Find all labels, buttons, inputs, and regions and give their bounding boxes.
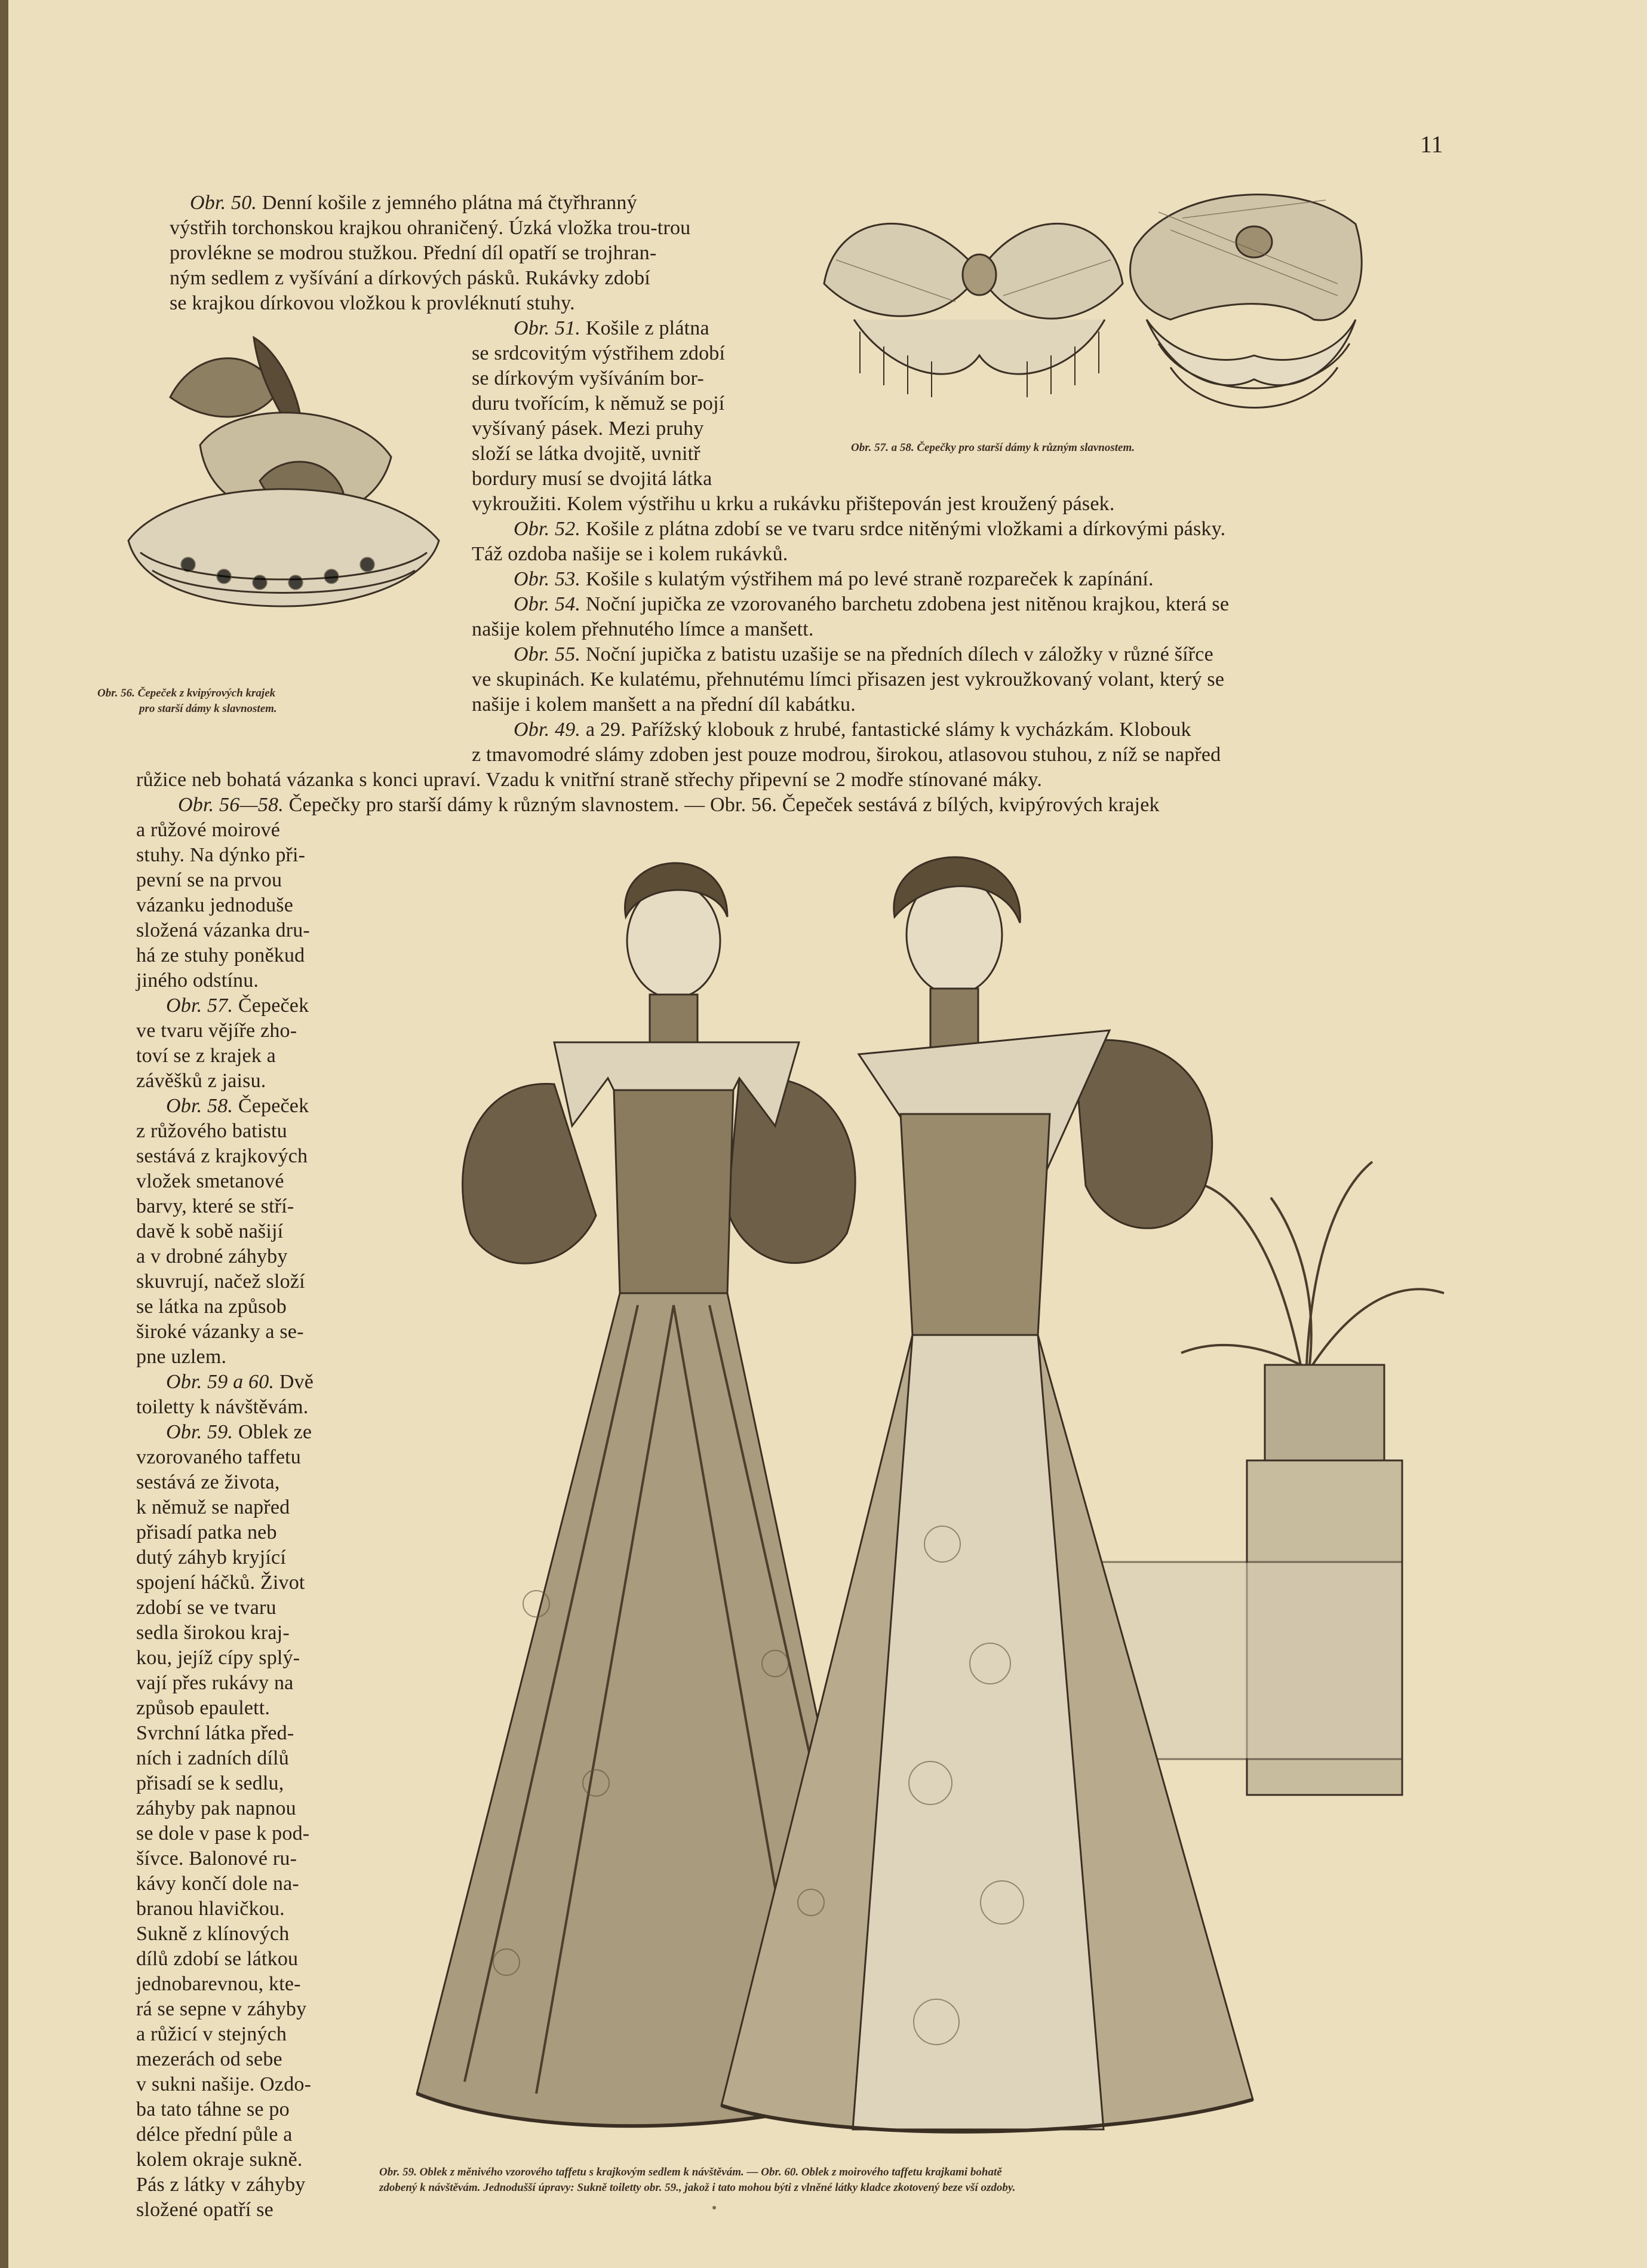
text-line: a v drobné záhyby bbox=[136, 1245, 288, 1267]
text-line: se látka na způsob bbox=[136, 1296, 287, 1318]
caption-fig-56-line1: Obr. 56. Čepeček z kvipýrových krajek bbox=[97, 687, 276, 699]
text-line: Obr. 50. Denní košile z jemného plátna má čtyřhranný bbox=[190, 192, 637, 214]
text-line: z růžového batistu bbox=[136, 1120, 287, 1142]
text-line: mezerách od sebe bbox=[136, 2048, 282, 2070]
text-line: toiletty k návštěvám. bbox=[136, 1396, 309, 1418]
text-line: sestává ze života, bbox=[136, 1471, 280, 1493]
text-line: z tmavomodré slámy zdoben jest pouze modrou, širokou, atlasovou stuhou, z níž se napřed bbox=[472, 744, 1221, 766]
text-line: široké vázanky a se- bbox=[136, 1321, 304, 1343]
text-line: ních i zadních dílů bbox=[136, 1747, 289, 1769]
text-line: stuhy. Na dýnko při- bbox=[136, 844, 306, 866]
text-line: Obr. 59 a 60. Dvě bbox=[166, 1371, 314, 1393]
text-line: kávy končí dole na- bbox=[136, 1873, 299, 1895]
text-line: Obr. 58. Čepeček bbox=[166, 1095, 309, 1117]
caption-fig-56-line2: pro starší dámy k slavnostem. bbox=[139, 702, 277, 715]
text-line: vyšívaný pásek. Mezi pruhy bbox=[472, 418, 704, 440]
text-line: se dole v pase k pod- bbox=[136, 1822, 310, 1845]
text-line: vzorovaného taffetu bbox=[136, 1446, 301, 1468]
text-line: se krajkou dírkovou vložkou k provléknutí stuhy. bbox=[170, 292, 575, 314]
text-line: výstřih torchonskou krajkou ohraničený. Úzká vložka trou-trou bbox=[170, 217, 691, 239]
text-line: Pás z látky v záhyby bbox=[136, 2174, 306, 2196]
text-line: Obr. 56—58. Čepečky pro starší dámy k různým slavnostem. — Obr. 56. Čepeček sestává z bílých, kvipýrových krajek bbox=[178, 794, 1160, 816]
text-line: a růžové moirové bbox=[136, 819, 281, 841]
text-line: kolem okraje sukně. bbox=[136, 2149, 303, 2171]
text-line: toví se z krajek a bbox=[136, 1045, 276, 1067]
text-line: ve skupinách. Ke kulatému, přehnutému límci přisazen jest vykroužkovaný volant, který se bbox=[472, 668, 1225, 690]
text-line: dutý záhyb kryjící bbox=[136, 1546, 286, 1569]
text-line: Obr. 51. Košile z plátna bbox=[514, 317, 709, 339]
text-line: Obr. 59. Oblek ze bbox=[166, 1421, 312, 1443]
text-line: jiného odstínu. bbox=[136, 969, 259, 992]
text-line: jednobarevnou, kte- bbox=[136, 1973, 301, 1995]
page-number: 11 bbox=[1420, 131, 1443, 158]
text-line: Obr. 54. Noční jupička ze vzorovaného barchetu zdobena jest nitěnou krajkou, která se bbox=[514, 593, 1230, 615]
text-line: há ze stuhy poněkud bbox=[136, 944, 305, 966]
stray-mark bbox=[712, 2206, 716, 2209]
text-line: davě k sobě našijí bbox=[136, 1220, 284, 1242]
text-line: zdobí se ve tvaru bbox=[136, 1597, 276, 1619]
text-line: vají přes rukávy na bbox=[136, 1672, 294, 1694]
caption-fig-59-60-line2: zdobený k návštěvám. Jednodušší úpravy: Sukně toiletty obr. 59., jakož i tato mohou býti z vlněné látky kladce zkotovený beze vší ozdoby. bbox=[379, 2181, 1016, 2194]
text-line: ba tato táhne se po bbox=[136, 2098, 290, 2120]
text-line: duru tvořícím, k němuž se pojí bbox=[472, 392, 725, 415]
text-line: se srdcovitým výstřihem zdobí bbox=[472, 342, 726, 364]
figure-59-60-dresses bbox=[357, 827, 1492, 2159]
text-line: k němuž se napřed bbox=[136, 1496, 290, 1518]
text-line: spojení háčků. Život bbox=[136, 1572, 305, 1594]
text-line: Táž ozdoba našije se i kolem rukávků. bbox=[472, 543, 788, 565]
text-line: šívce. Balonové ru- bbox=[136, 1847, 297, 1870]
text-line: způsob epaulett. bbox=[136, 1697, 271, 1719]
caption-fig-57-58: Obr. 57. a 58. Čepečky pro starší dámy k různým slavnostem. bbox=[851, 441, 1135, 454]
text-line: složí se látka dvojitě, uvnitř bbox=[472, 443, 700, 465]
text-line: Obr. 52. Košile z plátna zdobí se ve tvaru srdce nitěnými vložkami a dírkovými pásky. bbox=[514, 518, 1226, 540]
text-line: Obr. 55. Noční jupička z batistu uzašije se na předních dílech v záložky v různé šířce bbox=[514, 643, 1213, 665]
text-line: a růžicí v stejných bbox=[136, 2023, 287, 2045]
text-line: Obr. 49. a 29. Pařížský klobouk z hrubé, fantastické slámy k vycházkám. Klobouk bbox=[514, 719, 1191, 741]
text-line: v sukni našije. Ozdo- bbox=[136, 2073, 312, 2095]
text-line: dílů zdobí se látkou bbox=[136, 1948, 299, 1970]
text-line: délce přední půle a bbox=[136, 2123, 293, 2146]
text-line: růžice neb bohatá vázanka s konci upraví. Vzadu k vnitřní straně střechy připevní se 2 modře stínované máky. bbox=[136, 769, 1043, 791]
text-line: vložek smetanové bbox=[136, 1170, 284, 1192]
text-line: branou hlavičkou. bbox=[136, 1898, 285, 1920]
figure-57-58-caps bbox=[800, 176, 1379, 457]
text-line: provlékne se modrou stužkou. Přední díl opatří se trojhran- bbox=[170, 242, 657, 264]
text-line: našije i kolem manšett a na přední díl kabátku. bbox=[472, 693, 856, 716]
caption-fig-59-60-line1: Obr. 59. Oblek z měnivého vzorového taffetu s krajkovým sedlem k návštěvám. — Obr. 60. Oblek z moirového taffetu krajkami bohatě bbox=[379, 2166, 1002, 2178]
text-line: skuvrují, načež složí bbox=[136, 1270, 305, 1293]
text-line: rá se sepne v záhyby bbox=[136, 1998, 307, 2020]
text-line: sedla širokou kraj- bbox=[136, 1622, 290, 1644]
figure-56-cap bbox=[105, 326, 460, 618]
text-line: složená vázanka dru- bbox=[136, 919, 310, 941]
text-line: se dírkovým vyšíváním bor- bbox=[472, 367, 704, 389]
text-line: závěšků z jaisu. bbox=[136, 1070, 266, 1092]
text-line: barvy, které se stří- bbox=[136, 1195, 294, 1217]
text-line: přisadí patka neb bbox=[136, 1521, 277, 1543]
text-line: vykroužiti. Kolem výstřihu u krku a rukávku přištepován jest kroužený pásek. bbox=[472, 493, 1115, 515]
text-line: záhyby pak napnou bbox=[136, 1797, 296, 1819]
text-line: Sukně z klínových bbox=[136, 1923, 290, 1945]
text-line: ným sedlem z vyšívání a dírkových pásků. Rukávky zdobí bbox=[170, 267, 650, 289]
text-line: přisadí se k sedlu, bbox=[136, 1772, 284, 1794]
text-line: Obr. 53. Košile s kulatým výstřihem má po levé straně rozpareček k zapínání. bbox=[514, 568, 1154, 590]
text-line: pevní se na prvou bbox=[136, 869, 282, 891]
text-line: Svrchní látka před- bbox=[136, 1722, 294, 1744]
text-line: našije kolem přehnutého límce a manšett. bbox=[472, 618, 814, 640]
page-edge bbox=[0, 0, 8, 2268]
text-line: pne uzlem. bbox=[136, 1346, 227, 1368]
text-line: vázanku jednoduše bbox=[136, 894, 294, 916]
text-line: kou, jejíž cípy splý- bbox=[136, 1647, 300, 1669]
text-line: sestává z krajkových bbox=[136, 1145, 308, 1167]
text-line: bordury musí se dvojitá látka bbox=[472, 468, 712, 490]
text-line: Obr. 57. Čepeček bbox=[166, 995, 309, 1017]
text-line: ve tvaru vějíře zho- bbox=[136, 1020, 297, 1042]
text-line: složené opatří se bbox=[136, 2199, 274, 2221]
